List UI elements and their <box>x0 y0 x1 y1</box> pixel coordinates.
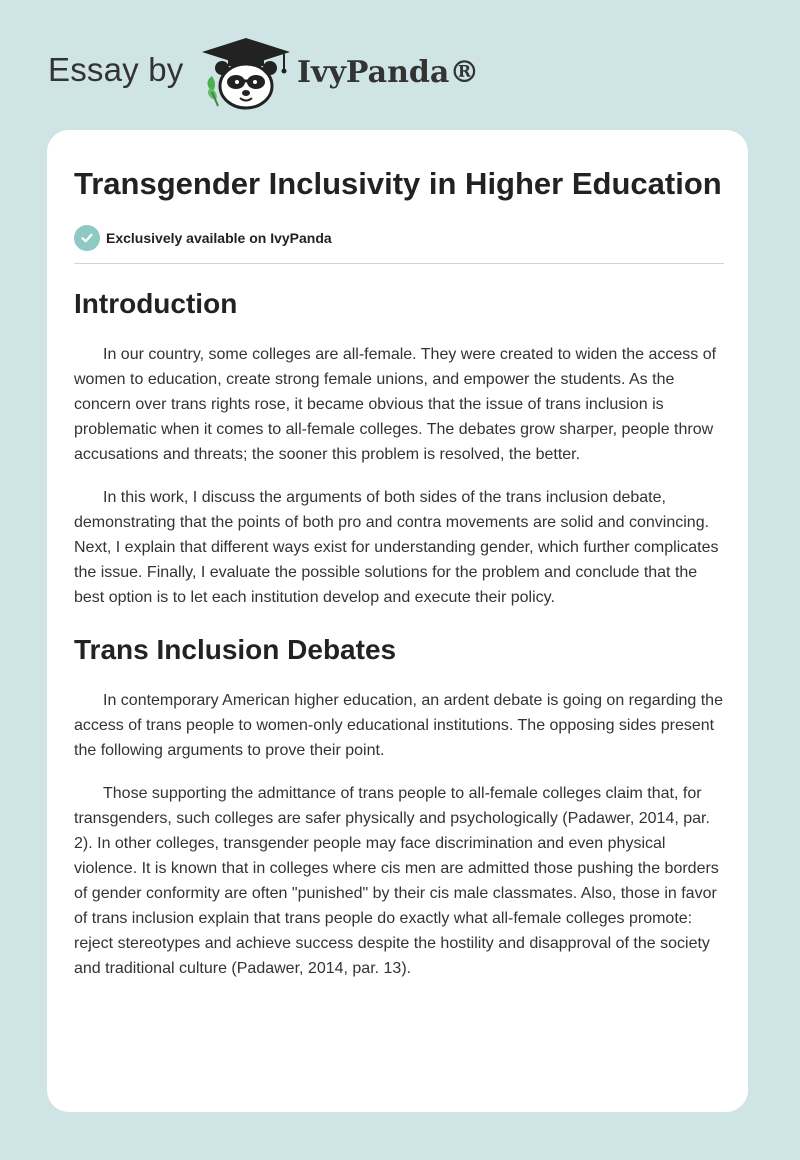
check-circle-icon <box>74 225 100 251</box>
paragraph: Those supporting the admittance of trans people to all-female colleges claim that, for transgenders, such colleges are safer physically and psychologically (Padawer, 2014, par. 2). In other colleges, transgender people may face discrimination and even physical violence. It is known that in colleges where cis men are admitted those pushing the borders of gender conformity are often "punished" by their cis male classmates. Also, those in favor of trans inclusion explain that trans people do exactly what all-female colleges promote: reject stereotypes and achieve success despite the hostility and disapproval of the society and traditional culture (Padawer, 2014, par. 13). <box>74 785 719 977</box>
paragraph: In contemporary American higher education, an ardent debate is going on regarding the access of trans people to women-only educational institutions. The opposing sides present the following arguments to prove their point. <box>74 692 723 759</box>
site-header <box>0 0 800 130</box>
article-card <box>47 130 748 1112</box>
article-title: Transgender Inclusivity in Higher Education <box>74 166 722 201</box>
brand-name[interactable]: IvyPanda® <box>297 55 480 90</box>
title-divider <box>74 263 724 264</box>
section-heading-trans-inclusion-debates: Trans Inclusion Debates <box>74 634 397 665</box>
exclusive-badge-label: Exclusively available on IvyPanda <box>106 230 332 246</box>
section-heading-introduction: Introduction <box>74 288 238 319</box>
panda-graduate-logo-icon[interactable] <box>198 34 294 110</box>
paragraph: In our country, some colleges are all-female. They were created to widen the access of women to education, create strong female unions, and empower the students. As the concern over trans rights rose, it became obvious that the issue of trans inclusion is problematic when it comes to all-female colleges. The debates grow sharper, people throw accusations and threats; the sooner this problem is resolved, the better. <box>74 346 717 463</box>
brand-prefix: Essay by <box>48 51 184 88</box>
exclusive-badge <box>74 225 724 251</box>
paragraph: In this work, I discuss the arguments of both sides of the trans inclusion debate, demonstrating that the points of both pro and contra movements are solid and convincing. Next, I explain that different ways exist for understanding gender, which further complicates the issue. Finally, I evaluate the possible solutions for the problem and conclude that the best option is to let each institution develop and execute their policy. <box>74 489 719 606</box>
article-content <box>74 164 724 981</box>
